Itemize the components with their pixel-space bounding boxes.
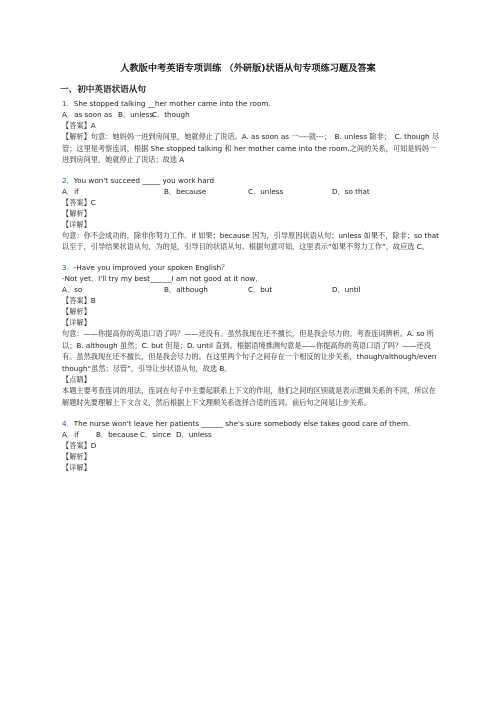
question-number: 4．	[62, 418, 74, 428]
option: B．because	[96, 429, 139, 439]
detail-text: 句意：你不会成功的，除非你努力工作。if 如果；because 因为，引导原因状语从句；unless 如果不，除非；so that 以至于，引导结果状语从句，为的是，引导目的状语从句。根据句意可知，这里表示“如果不努力工作”，故应选 C。	[62, 230, 439, 252]
option: D．unless	[176, 429, 212, 439]
analysis-label: 【解析】	[62, 208, 91, 218]
answer: 【答案】C	[62, 197, 96, 207]
questions-container	[62, 98, 442, 473]
detail-text: 句意：——你提高你的英语口语了吗？——还没有。虽然我现在还不擅长，但是我会尽力的。考查连词辨析。A. so 所以；B. although 虽然；C. but 但是；D. until 直到。根据语境推测句意是——你提高你的英语口语了吗？——还没有。虽然我现在还不擅长，但是我会尽力的。在这里两个句子之间存在一个相反的让步关系，though/although/even though“虽然；尽管”，引导让步状语从句，故选 B。	[62, 328, 437, 373]
question-1-stem	[62, 98, 442, 109]
analysis-label: 【解析】	[62, 306, 91, 316]
option: C．but	[248, 284, 273, 294]
option: D．so that	[332, 186, 370, 196]
question-1-options	[62, 109, 442, 120]
question-4-options	[62, 429, 442, 440]
question-number: 2．	[62, 175, 74, 185]
option: C．since	[140, 429, 171, 439]
question-text: The nurse won't leave her patients ______ she's sure somebody else takes good care of them.	[73, 418, 411, 428]
detail-label: 【详解】	[62, 219, 91, 229]
option: B．although	[164, 284, 208, 294]
question-3-options	[62, 284, 442, 295]
analysis-label: 【解析】	[62, 451, 91, 461]
question-text: -Have you improved your spoken English？	[73, 262, 229, 272]
option: B．unless	[118, 110, 154, 119]
question-text: She stopped talking __her mother came into the room.	[73, 99, 271, 108]
option: C．unless	[248, 186, 284, 196]
option: D．until	[332, 284, 361, 294]
question-2-stem	[62, 175, 442, 186]
section-heading: 一、初中英语状语从句	[60, 85, 146, 95]
answer: 【答案】B	[62, 295, 96, 305]
option: A．if	[62, 429, 79, 439]
answer: 【答案】D	[62, 440, 97, 450]
point-label: 【点睛】	[62, 375, 91, 385]
option: A．if	[62, 186, 79, 196]
detail-label: 【详解】	[62, 317, 91, 327]
question-number: 3．	[62, 262, 74, 272]
point-text: 本题主要考查连词的用法，连词在句子中主要起联系上下文的作用，他们之间的区别就是表示逻辑关系的不同，所以在解题时先要理解上下文含义，然后根据上下文理顺关系选择合适的连词。前后句之间是让步关系。	[62, 386, 436, 407]
question-number: 1．	[62, 99, 74, 108]
option: C．though	[152, 110, 190, 119]
option: A．as soon as	[62, 110, 113, 119]
question-4-stem	[62, 418, 442, 429]
question-text: You won't succeed _____ you work hard	[73, 175, 215, 185]
detail-label: 【详解】	[62, 462, 91, 472]
question-3-stem	[62, 262, 442, 273]
option: B．because	[164, 186, 207, 196]
answer: 【答案】A	[62, 121, 96, 130]
question-3-stem-line2: -Not yet．I'll try my best______I am not good at it now．	[62, 273, 263, 283]
analysis-text: 【解析】句意：她妈妈一进到房间里，她就停止了说话。A. as soon as 一----就---； B. unless 除非； C. though 尽管；这里是考察连词，根据 She stopped talking 和 her mother came into the room.之间的关系，可知是妈妈一进到房间里，她就停止了说话；故选 A	[62, 132, 440, 165]
option: A．so	[62, 284, 83, 294]
question-2-options	[62, 186, 442, 197]
document-title: 人教版中考英语专项训练 （外研版)状语从句专项练习题及答案	[120, 63, 376, 74]
